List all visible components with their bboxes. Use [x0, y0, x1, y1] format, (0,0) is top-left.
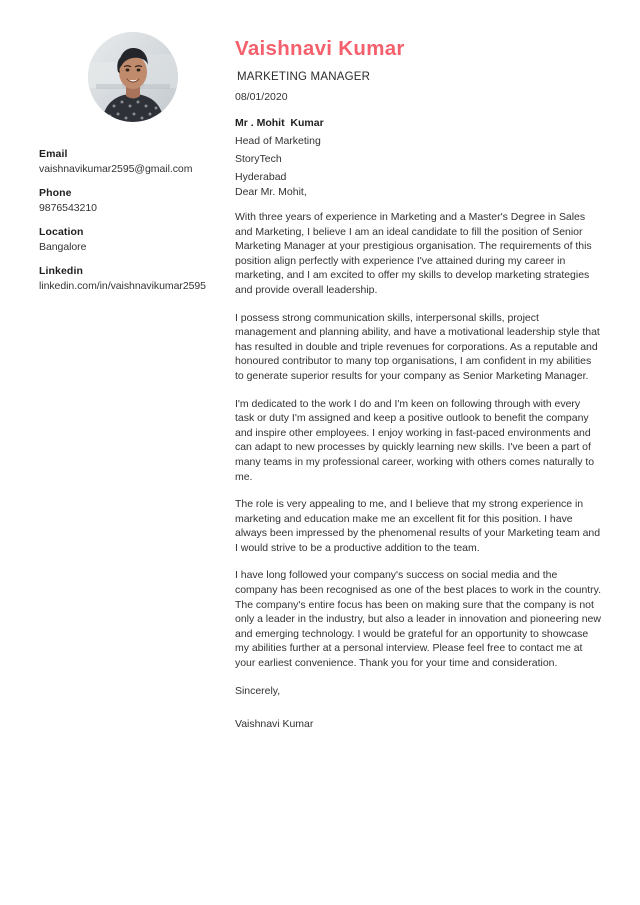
recipient-block	[235, 114, 605, 186]
contact-item-phone	[39, 186, 229, 216]
contact-value-linkedin[interactable]: linkedin.com/in/vaishnavikumar2595	[39, 280, 206, 292]
contact-item-linkedin	[39, 264, 229, 294]
contact-label: Linkedin	[39, 265, 83, 277]
profile-photo-illustration	[88, 32, 178, 122]
sidebar	[0, 0, 230, 905]
avatar	[88, 32, 178, 122]
letter-paragraph: I'm dedicated to the work I do and I'm keen on following through with every task or duty I'm assigned and keep a positive outlook to benefit the company and inspire other employees. I enjoy working in fast-paced environments and can adapt to new processes by quickly learning new skills. I've been a part of many teams in my professional career, working with others comes naturally to me.	[235, 397, 595, 483]
recipient-title: Head of Marketing	[235, 135, 321, 147]
contact-list	[39, 147, 229, 303]
contact-value-email[interactable]: vaishnavikumar2595@gmail.com	[39, 163, 193, 175]
page-title: Vaishnavi Kumar	[235, 37, 405, 60]
letter-paragraph: The role is very appealing to me, and I believe that my strong experience in marketing and education make me an excellent fit for this position. I have always been impressed by the phenomenal results of your Marketing team and I would strive to be a productive addition to the team.	[235, 498, 601, 554]
letter-paragraphs	[235, 210, 601, 732]
closing-block	[235, 684, 601, 732]
letter-date: 08/01/2020	[235, 91, 288, 103]
recipient-name: Mr . Mohit Kumar	[235, 117, 324, 129]
letter-paragraph: With three years of experience in Marketing and a Master's Degree in Sales and Marketing, I believe I am an ideal candidate to fill the position of Senior Marketing Manager at your prestigious organisation. The requirements of this position align perfectly with experience I've attained during my career in marketing, and I am excited to offer my skills to develop marketing strategies and provide overall leadership.	[235, 211, 592, 296]
signature-name: Vaishnavi Kumar	[235, 718, 314, 731]
contact-label: Location	[39, 226, 84, 238]
contact-label: Email	[39, 148, 68, 160]
profile-photo-icon	[88, 32, 178, 122]
salutation: Dear Mr. Mohit,	[235, 186, 307, 198]
recipient-company: StoryTech	[235, 153, 282, 165]
sender-job-title: MARKETING MANAGER	[237, 71, 371, 83]
contact-value-location: Bangalore	[39, 241, 87, 253]
recipient-city: Hyderabad	[235, 171, 287, 183]
contact-item-email	[39, 147, 229, 177]
letter-paragraph: I have long followed your company's success on social media and the company has been recognised as one of the best places to work in the country. The company's entire focus has been on making sure that the company is not only a leader in the industry, but also a leader in innovation and pioneering new and emerging technology. I would be grateful for an opportunity to showcase my abilities further at a personal interview. Please feel free to contact me at your earliest convenience. Thank you for your time and consideration.	[235, 569, 601, 670]
contact-item-location	[39, 225, 229, 255]
contact-label: Phone	[39, 187, 72, 199]
sign-off: Sincerely,	[235, 684, 281, 697]
letter-paragraph: I possess strong communication skills, interpersonal skills, project management and planning ability, and have a motivational leadership style that has resulted in double and triple revenues for corporations. As a reputable and honoured contributor to many top organisations, I am confident in my abilities to generate superior results for your company as Senior Marketing Manager.	[235, 311, 600, 382]
contact-value-phone[interactable]: 9876543210	[39, 202, 97, 214]
